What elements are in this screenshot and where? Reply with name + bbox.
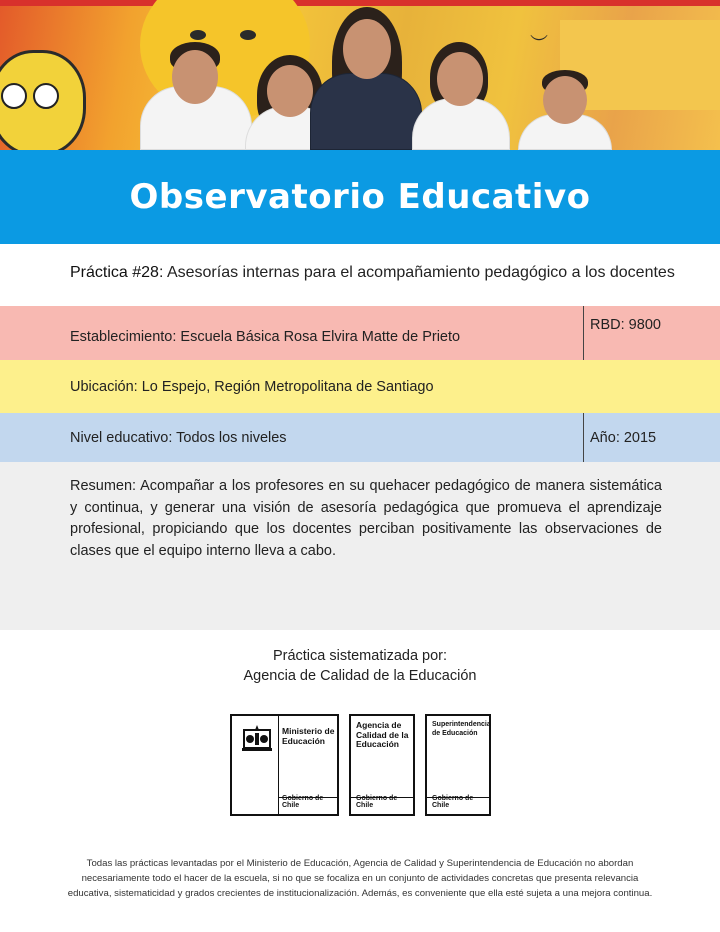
location-label: Ubicación: xyxy=(70,378,138,395)
mural-bee xyxy=(0,50,86,150)
disclaimer-footnote: Todas las prácticas levantadas por el Ministerio de Educación, Agencia de Calidad y Superintendencia de Educación no abordan necesariamente todo el hacer de la escuela, si no que se focaliza en un conjunto de actividades concretas que presenta relevancia educativa, sistematicidad y grados crecientes de institucionalización. Además, es conveniente que ella esté sujeta a una mejora continua. xyxy=(67,858,653,899)
summary-box xyxy=(0,462,720,630)
location-cell xyxy=(70,360,700,413)
establishment-row xyxy=(0,306,720,360)
location-row xyxy=(0,360,720,413)
row-divider xyxy=(583,413,584,462)
rbd-value: 9800 xyxy=(624,317,661,333)
person-student-3 xyxy=(412,42,508,150)
practice-label: Práctica #28 xyxy=(70,264,159,281)
page-title: Observatorio Educativo xyxy=(129,177,591,217)
summary-label: Resumen: xyxy=(70,478,137,494)
title-banner xyxy=(0,150,720,244)
bird-icon: ︶ xyxy=(530,34,548,54)
person-student-4 xyxy=(518,70,610,150)
summary-text: Acompañar a los profesores en su quehacer pedagógico de manera sistemática y continua, y generar una visión de asesoría pedagógica que promueva el aprendizaje profesional, propiciando que los docentes perciban positivamente las observaciones de clases que el equipo interno lleva a cabo. xyxy=(70,478,662,559)
practice-line xyxy=(70,264,675,282)
summary-paragraph xyxy=(70,476,662,562)
location-value: Lo Espejo, Región Metropolitana de Santiago xyxy=(137,378,434,395)
level-row xyxy=(0,413,720,462)
establishment-label: Establecimiento xyxy=(70,329,173,345)
establishment-value: : Escuela Básica Rosa Elvira Matte de Prieto xyxy=(172,329,461,345)
credit-agency: Agencia de Calidad de la Educación xyxy=(243,668,477,684)
year-label: Año xyxy=(590,429,616,446)
level-label: Nivel educativo: xyxy=(70,429,173,446)
header-photo xyxy=(0,0,720,150)
person-student-1 xyxy=(140,40,250,150)
rbd-label: RBD: xyxy=(590,317,625,333)
superintendency-footer: Gobierno de Chile xyxy=(432,795,474,809)
level-cell xyxy=(70,413,580,462)
ministry-footer: Gobierno de Chile xyxy=(282,795,324,809)
practice-text: : Asesorías internas para el acompañamiento pedagógico a los docentes xyxy=(158,264,675,281)
agency-footer: Gobierno de Chile xyxy=(356,795,398,809)
establishment-cell xyxy=(70,314,580,360)
credit-heading: Práctica sistematizada por: xyxy=(272,648,448,664)
agency-name: Agencia de Calidad de la Educación xyxy=(356,720,409,749)
level-value: Todos los niveles xyxy=(172,429,287,446)
ministry-name: Ministerio de Educación xyxy=(282,726,335,746)
agency-logo xyxy=(349,714,415,816)
year-value: : 2015 xyxy=(615,429,657,446)
row-divider xyxy=(583,306,584,360)
superintendency-logo xyxy=(425,714,491,816)
ministry-logo xyxy=(230,714,339,816)
rbd-cell xyxy=(590,290,720,360)
superintendency-name: Superintendencia de Educación xyxy=(432,721,491,737)
chile-crest-icon xyxy=(238,722,276,754)
logo-divider xyxy=(278,716,279,814)
year-cell xyxy=(590,413,720,462)
person-teacher xyxy=(310,5,420,150)
